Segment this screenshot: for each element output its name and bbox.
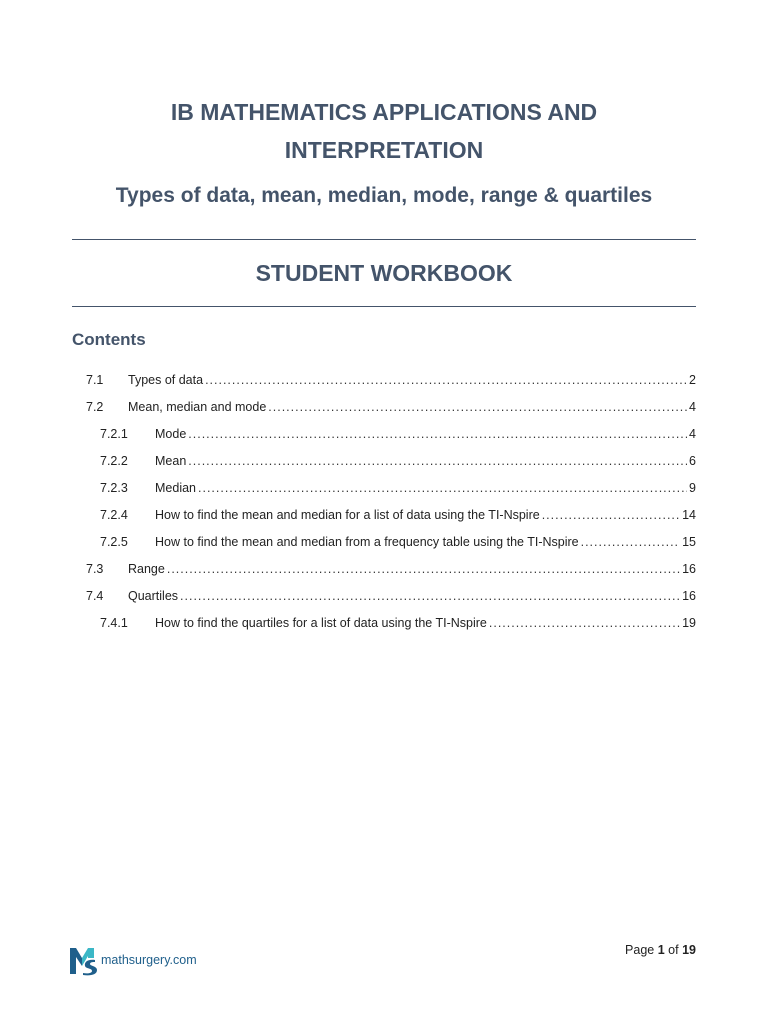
page-prefix: Page bbox=[625, 943, 655, 957]
toc-entry-page[interactable]: 2 bbox=[689, 373, 696, 387]
toc-dot-leader bbox=[581, 530, 680, 554]
toc-dot-leader bbox=[205, 368, 687, 392]
toc-dot-leader bbox=[542, 503, 680, 527]
toc-entry-title[interactable]: How to find the mean and median from a frequency table using the TI-Nspire bbox=[155, 535, 579, 549]
page-current: 1 bbox=[657, 943, 665, 957]
toc-entry-number: 7.2.5 bbox=[100, 535, 128, 549]
toc-dot-leader bbox=[188, 422, 687, 446]
toc-entry[interactable] bbox=[86, 557, 696, 581]
divider-top bbox=[72, 239, 696, 240]
footer-logo[interactable] bbox=[68, 944, 197, 976]
toc-entry-page[interactable]: 16 bbox=[682, 589, 696, 603]
toc-dot-leader bbox=[188, 449, 687, 473]
toc-dot-leader bbox=[198, 476, 687, 500]
page-of: of bbox=[668, 943, 679, 957]
toc-entry[interactable] bbox=[100, 476, 696, 500]
toc-entry-title[interactable]: How to find the mean and median for a list of data using the TI-Nspire bbox=[155, 508, 540, 522]
toc-entry-number: 7.3 bbox=[86, 562, 104, 576]
toc-entry-page[interactable]: 15 bbox=[682, 535, 696, 549]
workbook-label: STUDENT WORKBOOK bbox=[255, 260, 513, 286]
toc-entry-page[interactable]: 4 bbox=[689, 427, 696, 441]
contents-heading: Contents bbox=[72, 330, 146, 349]
toc-entry[interactable] bbox=[100, 503, 696, 527]
toc-entry[interactable] bbox=[100, 449, 696, 473]
toc-entry[interactable] bbox=[100, 422, 696, 446]
divider-bottom bbox=[72, 306, 696, 307]
toc-entry-title[interactable]: Mean, median and mode bbox=[128, 400, 267, 414]
subtitle: Types of data, mean, median, mode, range & quartiles bbox=[115, 184, 653, 207]
toc-entry-number: 7.2.4 bbox=[100, 508, 128, 522]
toc-entry-number: 7.2.1 bbox=[100, 427, 128, 441]
toc-entry-title[interactable]: Range bbox=[128, 562, 165, 576]
toc-entry-number: 7.2.2 bbox=[100, 454, 128, 468]
footer-site-link[interactable]: mathsurgery.com bbox=[101, 953, 197, 967]
toc-entry-page[interactable]: 9 bbox=[689, 481, 696, 495]
toc-entry-title[interactable]: Median bbox=[155, 481, 196, 495]
page-total: 19 bbox=[682, 943, 696, 957]
toc-entry-title[interactable]: Mean bbox=[155, 454, 187, 468]
toc-entry[interactable] bbox=[86, 395, 696, 419]
toc-entry-page[interactable]: 16 bbox=[682, 562, 696, 576]
toc-entry-page[interactable]: 6 bbox=[689, 454, 696, 468]
toc-entry-number: 7.4 bbox=[86, 589, 104, 603]
toc-entry-title[interactable]: Mode bbox=[155, 427, 187, 441]
toc-entry-number: 7.2 bbox=[86, 400, 104, 414]
toc-entry-title[interactable]: Quartiles bbox=[128, 589, 179, 603]
page-number bbox=[625, 943, 696, 957]
toc-entry-page[interactable]: 4 bbox=[689, 400, 696, 414]
toc-entry-number: 7.1 bbox=[86, 373, 104, 387]
toc-entry[interactable] bbox=[86, 584, 696, 608]
toc-dot-leader bbox=[167, 557, 680, 581]
mathsurgery-logo-icon bbox=[68, 944, 98, 976]
toc-dot-leader bbox=[268, 395, 687, 419]
title-line-1: IB MATHEMATICS APPLICATIONS AND bbox=[170, 99, 598, 125]
title-line-2: INTERPRETATION bbox=[284, 137, 484, 163]
toc-dot-leader bbox=[489, 611, 680, 635]
toc-dot-leader bbox=[180, 584, 680, 608]
toc-entry-title[interactable]: Types of data bbox=[128, 373, 204, 387]
toc-entry[interactable] bbox=[100, 530, 696, 554]
toc-entry-page[interactable]: 19 bbox=[682, 616, 696, 630]
toc-entry-title[interactable]: How to find the quartiles for a list of data using the TI-Nspire bbox=[155, 616, 487, 630]
toc-entry-number: 7.4.1 bbox=[100, 616, 128, 630]
toc-entry-number: 7.2.3 bbox=[100, 481, 128, 495]
toc-entry[interactable] bbox=[100, 611, 696, 635]
toc-entry-page[interactable]: 14 bbox=[682, 508, 696, 522]
toc-entry[interactable] bbox=[86, 368, 696, 392]
